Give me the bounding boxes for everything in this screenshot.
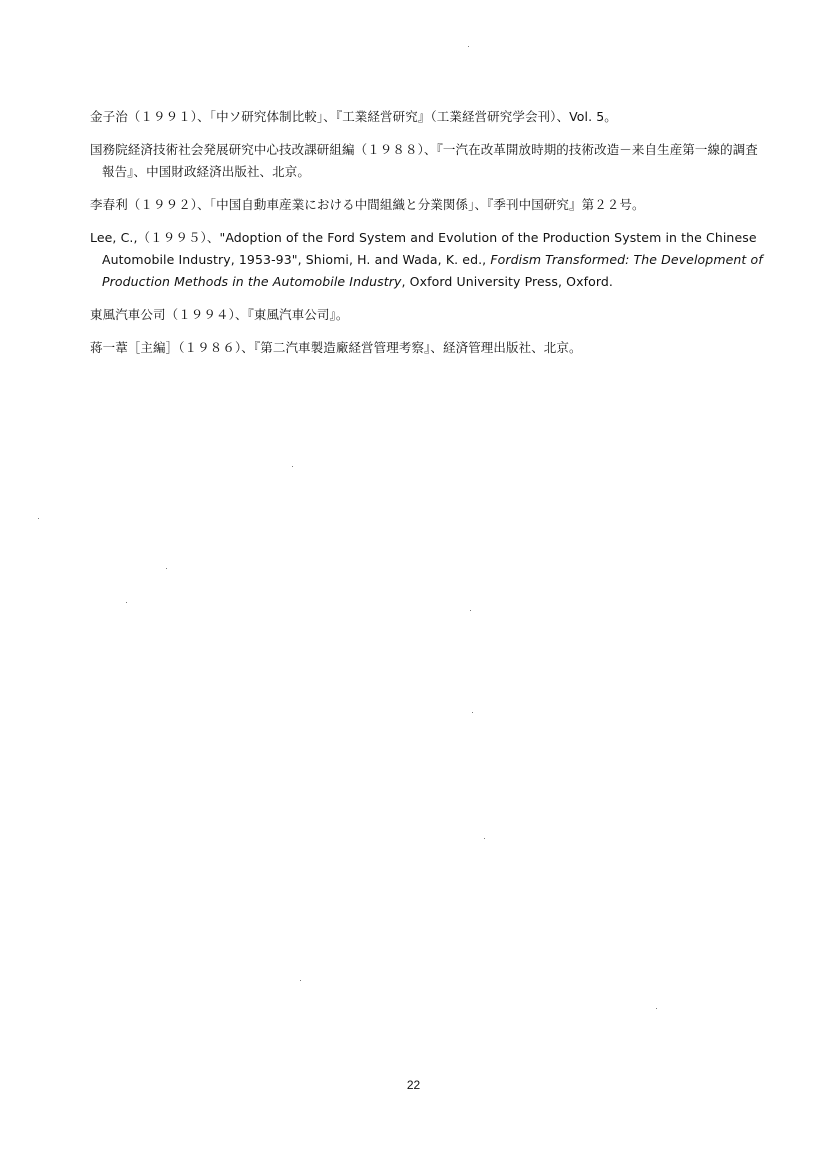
scan-speck bbox=[470, 610, 471, 611]
scan-speck bbox=[468, 46, 469, 47]
reference-item bbox=[90, 106, 770, 128]
reference-item bbox=[90, 194, 770, 216]
scan-speck bbox=[472, 712, 473, 713]
reference-text: 東風汽車公司（１９９４）、『東風汽車公司』。 bbox=[90, 307, 349, 322]
reference-item bbox=[90, 227, 770, 293]
reference-book-title: Fordism Transformed: The Development of Production Methods in the Automobile Industry bbox=[102, 252, 763, 289]
reference-text: Lee, C.,（１９９５）、"Adoption of the Ford System and Evolution of the Production System in the Chinese Automobile Industry, 1953-93", Shiomi, H. and Wada, K. ed., bbox=[90, 230, 757, 267]
reference-text: 李春利（１９９２）、「中国自動車産業における中間組織と分業関係」、『季刊中国研究』第２２号。 bbox=[90, 197, 645, 212]
reference-list bbox=[90, 106, 770, 370]
scan-speck bbox=[300, 980, 301, 981]
scan-speck bbox=[38, 518, 39, 519]
reference-item bbox=[90, 337, 770, 359]
reference-text: 金子治（１９９１）、「中ソ研究体制比較」、『工業経営研究』（工業経営研究学会刊）、Vol. 5。 bbox=[90, 109, 617, 124]
scan-speck bbox=[484, 838, 485, 839]
scan-speck bbox=[292, 466, 293, 467]
scan-speck bbox=[656, 1008, 657, 1009]
page-number: 22 bbox=[406, 1078, 421, 1092]
scan-speck bbox=[126, 602, 127, 603]
reference-item bbox=[90, 304, 770, 326]
reference-text: 国務院経済技術社会発展研究中心技改課研組編（１９８８）、『一汽在改革開放時期的技術改造－来自生産第一線的調査報告』、中国財政経済出版社、北京。 bbox=[90, 142, 758, 179]
reference-item bbox=[90, 139, 770, 183]
reference-text: , Oxford University Press, Oxford. bbox=[401, 274, 613, 289]
reference-text: 蒋一葦［主編］（１９８６）、『第二汽車製造廠経営管理考察』、経済管理出版社、北京。 bbox=[90, 340, 582, 355]
scan-speck bbox=[166, 568, 167, 569]
